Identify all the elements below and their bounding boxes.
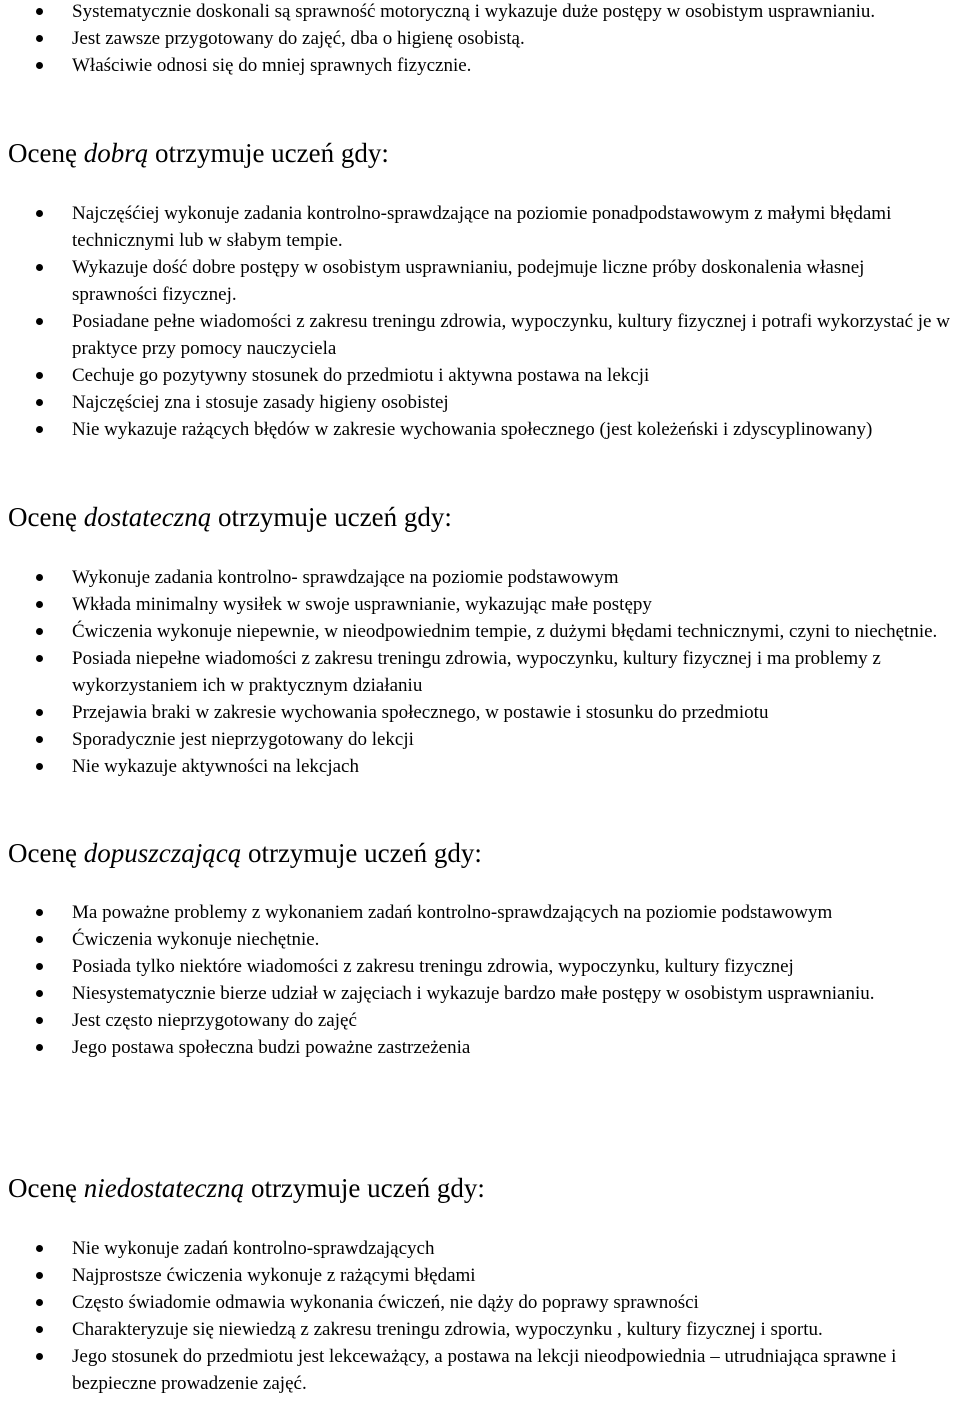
list-item [0, 25, 960, 52]
bullet-icon [36, 1272, 43, 1279]
heading-suffix: otrzymuje uczeń gdy: [244, 1173, 485, 1203]
bullet-icon [36, 736, 43, 743]
bullet-icon [36, 909, 43, 916]
bullet-icon [36, 1017, 43, 1024]
bullet-icon [36, 936, 43, 943]
criteria-list-satisfactory [0, 564, 960, 780]
bullet-icon [36, 318, 43, 325]
list-item [0, 1289, 960, 1316]
list-item-text: Charakteryzuje się niewiedzą z zakresu treningu zdrowia, wypoczynku , kultury fizycznej i sportu. [72, 1319, 823, 1340]
heading-suffix: otrzymuje uczeń gdy: [211, 502, 452, 532]
list-item [0, 200, 960, 254]
list-item [0, 1235, 960, 1262]
heading-prefix: Ocenę [8, 138, 84, 168]
heading-grade-insufficient [8, 1171, 485, 1205]
list-item-text: Ma poważne problemy z wykonaniem zadań kontrolno-sprawdzających na poziomie podstawowym [72, 902, 833, 923]
list-item [0, 699, 960, 726]
list-item [0, 726, 960, 753]
bullet-icon [36, 399, 43, 406]
bullet-icon [36, 574, 43, 581]
bullet-icon [36, 372, 43, 379]
list-item-text: Jego stosunek do przedmiotu jest lekceważący, a postawa na lekcji nieodpowiednia – utrudniająca sprawne i bezpieczne prowadzenie zajęć. [72, 1346, 897, 1394]
bullet-icon [36, 1326, 43, 1333]
list-item-text: Cechuje go pozytywny stosunek do przedmiotu i aktywna postawa na lekcji [72, 365, 650, 386]
list-item [0, 52, 960, 79]
list-item-text: Nie wykazuje rażących błędów w zakresie wychowania społecznego (jest koleżeński i zdyscyplinowany) [72, 419, 873, 440]
list-item-text: Najprostsze ćwiczenia wykonuje z rażącymi błędami [72, 1265, 476, 1286]
list-item-text: Systematycznie doskonali są sprawność motoryczną i wykazuje duże postępy w osobistym usprawnianiu. [72, 1, 876, 22]
list-item-text: Wykonuje zadania kontrolno- sprawdzające na poziomie podstawowym [72, 567, 619, 588]
list-item [0, 645, 960, 699]
bullet-icon [36, 990, 43, 997]
list-item [0, 362, 960, 389]
bullet-icon [36, 426, 43, 433]
bullet-icon [36, 763, 43, 770]
bullet-icon [36, 1353, 43, 1360]
criteria-list-sufficient [0, 899, 960, 1061]
list-item-text: Jest zawsze przygotowany do zajęć, dba o higienę osobistą. [72, 28, 525, 49]
list-item-text: Sporadycznie jest nieprzygotowany do lekcji [72, 729, 414, 750]
bullet-icon [36, 8, 43, 15]
list-item [0, 1262, 960, 1289]
list-item-text: Najczęściej zna i stosuje zasady higieny osobistej [72, 392, 449, 413]
list-item [0, 618, 960, 645]
list-item [0, 926, 960, 953]
list-item-text: Jest często nieprzygotowany do zajęć [72, 1010, 357, 1031]
list-item [0, 953, 960, 980]
heading-grade-good [8, 136, 389, 170]
heading-grade: dobrą [83, 138, 149, 168]
list-item-text: Najczęśćiej wykonuje zadania kontrolno-sprawdzające na poziomie ponadpodstawowym z małymi błędami technicznymi lub w słabym tempie. [72, 203, 892, 251]
list-item [0, 1007, 960, 1034]
list-item [0, 591, 960, 618]
heading-prefix: Ocenę [8, 1173, 84, 1203]
list-item [0, 389, 960, 416]
heading-suffix: otrzymuje uczeń gdy: [148, 138, 389, 168]
list-item-text: Ćwiczenia wykonuje niepewnie, w nieodpowiednim tempie, z dużymi błędami technicznymi, czyni to niechętnie. [72, 621, 938, 642]
heading-prefix: Ocenę [8, 502, 84, 532]
list-item [0, 1034, 960, 1061]
heading-grade-satisfactory [8, 500, 452, 534]
list-item-text: Nie wykonuje zadań kontrolno-sprawdzających [72, 1238, 435, 1259]
heading-grade: dostateczną [83, 502, 212, 532]
list-item [0, 308, 960, 362]
list-item-text: Często świadomie odmawia wykonania ćwiczeń, nie dąży do poprawy sprawności [72, 1292, 699, 1313]
list-item-text: Posiada tylko niektóre wiadomości z zakresu treningu zdrowia, wypoczynku, kultury fizycznej [72, 956, 794, 977]
list-item [0, 564, 960, 591]
heading-grade: niedostateczną [83, 1173, 245, 1203]
bullet-icon [36, 601, 43, 608]
heading-suffix: otrzymuje uczeń gdy: [241, 838, 482, 868]
list-item-text: Posiada niepełne wiadomości z zakresu treningu zdrowia, wypoczynku, kultury fizycznej i ma problemy z wykorzystaniem ich w praktycznym działaniu [72, 648, 881, 696]
bullet-icon [36, 1044, 43, 1051]
list-item-text: Niesystematycznie bierze udział w zajęciach i wykazuje bardzo małe postępy w osobistym usprawnianiu. [72, 983, 875, 1004]
bullet-icon [36, 35, 43, 42]
list-item-text: Jego postawa społeczna budzi poważne zastrzeżenia [72, 1037, 471, 1058]
heading-prefix: Ocenę [8, 838, 84, 868]
list-item-text: Wykazuje dość dobre postępy w osobistym usprawnianiu, podejmuje liczne próby doskonalenia własnej sprawności fizycznej. [72, 257, 865, 305]
list-item [0, 899, 960, 926]
bullet-icon [36, 1245, 43, 1252]
list-item [0, 980, 960, 1007]
bullet-icon [36, 963, 43, 970]
heading-grade: dopuszczającą [83, 838, 242, 868]
bullet-icon [36, 264, 43, 271]
criteria-list-insufficient [0, 1235, 960, 1397]
list-item-text: Nie wykazuje aktywności na lekcjach [72, 756, 359, 777]
list-item-text: Ćwiczenia wykonuje niechętnie. [72, 929, 320, 950]
list-item [0, 1343, 960, 1397]
criteria-list-good [0, 200, 960, 443]
list-item [0, 416, 960, 443]
criteria-list-excellent-continuation [0, 0, 960, 79]
list-item-text: Posiadane pełne wiadomości z zakresu treningu zdrowia, wypoczynku, kultury fizycznej i potrafi wykorzystać je w praktyce przy pomocy nauczyciela [72, 311, 950, 359]
list-item [0, 0, 960, 25]
list-item [0, 753, 960, 780]
bullet-icon [36, 62, 43, 69]
list-item [0, 1316, 960, 1343]
list-item-text: Właściwie odnosi się do mniej sprawnych fizycznie. [72, 55, 472, 76]
bullet-icon [36, 655, 43, 662]
heading-grade-sufficient [8, 836, 482, 870]
bullet-icon [36, 1299, 43, 1306]
bullet-icon [36, 709, 43, 716]
list-item-text: Przejawia braki w zakresie wychowania społecznego, w postawie i stosunku do przedmiotu [72, 702, 769, 723]
bullet-icon [36, 628, 43, 635]
list-item-text: Wkłada minimalny wysiłek w swoje usprawnianie, wykazując małe postępy [72, 594, 652, 615]
list-item [0, 254, 960, 308]
bullet-icon [36, 210, 43, 217]
